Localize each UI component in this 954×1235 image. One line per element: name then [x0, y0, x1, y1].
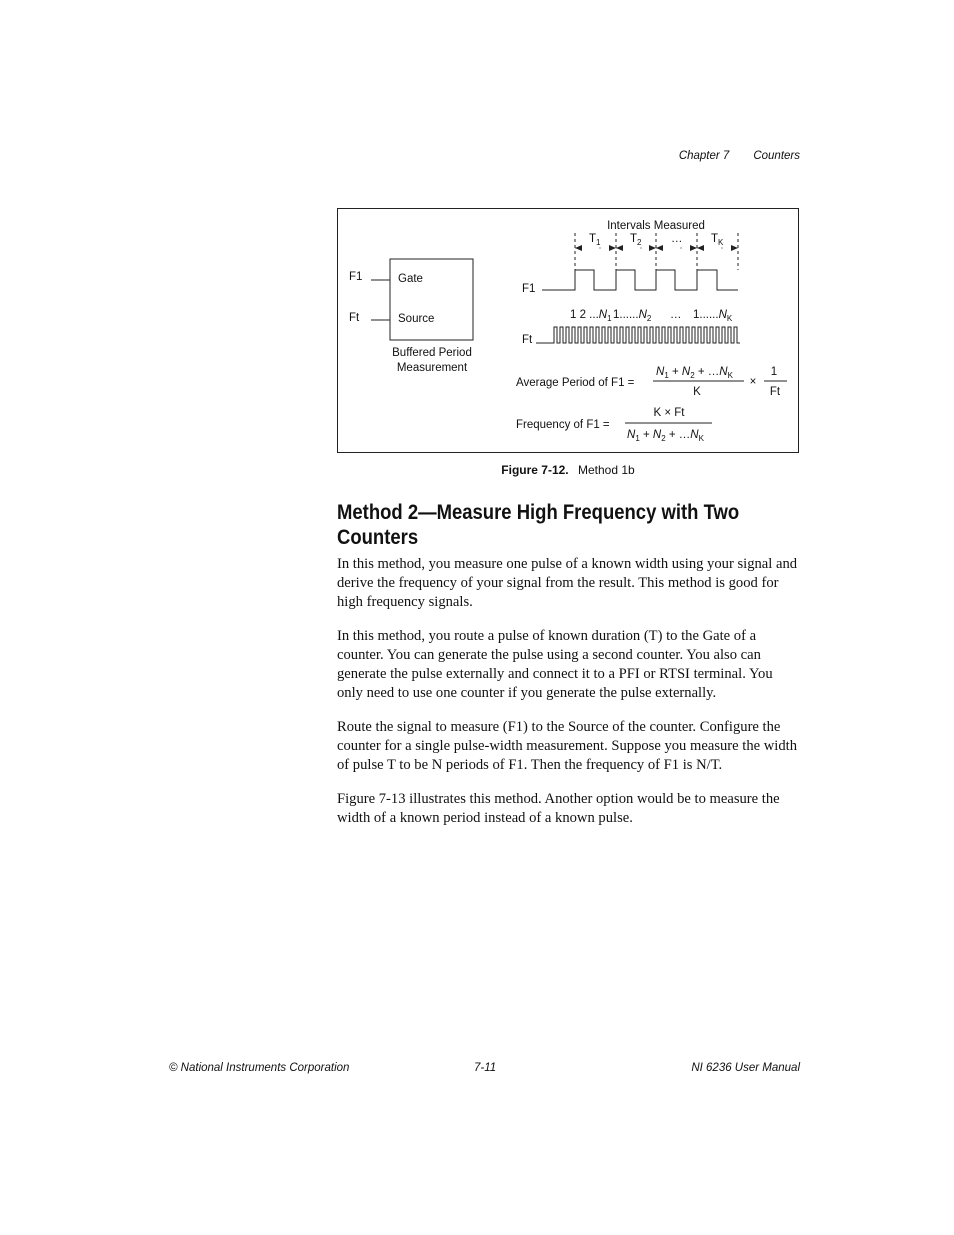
- footer-manual-title: NI 6236 User Manual: [691, 1062, 800, 1074]
- count-label-2: $1......N_2$: [613, 309, 652, 323]
- figure-caption-text: Method 1b: [577, 463, 635, 477]
- figure-7-12: [337, 208, 799, 453]
- figure-caption: [337, 463, 799, 477]
- times-symbol: ×: [749, 376, 757, 388]
- count-labels: [570, 309, 733, 323]
- running-head-chapter: Chapter 7: [678, 150, 730, 162]
- interval-arrowhead-4-2: [731, 245, 738, 251]
- body-text: [337, 555, 800, 843]
- count-label-ellipsis: …: [670, 309, 682, 321]
- count-label-k: $1......N_K$: [693, 309, 733, 323]
- block-ft-label: Ft: [349, 312, 360, 324]
- section-heading: Method 2—Measure High Frequency with Two Counters: [337, 501, 740, 549]
- ft-waveform: [536, 327, 740, 343]
- interval-arrowhead-3-1: [656, 245, 663, 251]
- timing-f1-label: F1: [522, 283, 536, 295]
- ft-denominator: Ft: [769, 386, 781, 398]
- footer-copyright: © National Instruments Corporation: [169, 1062, 350, 1074]
- footer-page-number: 7-11: [474, 1062, 497, 1074]
- interval-labels: [589, 233, 724, 247]
- running-head: [679, 150, 800, 162]
- block-f1-label: F1: [349, 271, 363, 283]
- f1-waveform: [542, 270, 738, 290]
- one-numerator: 1: [770, 366, 778, 378]
- counter-block: [390, 259, 473, 340]
- interval-arrowhead-2-1: [616, 245, 623, 251]
- average-period-label: Average Period of F1 =: [516, 377, 635, 389]
- figure-caption-label: Figure 7-12.: [501, 463, 569, 477]
- interval-arrowhead-1-1: [575, 245, 582, 251]
- frequency-label: Frequency of F1 =: [516, 419, 610, 431]
- running-head-title: Counters: [753, 150, 800, 162]
- intervals-measured-label: Intervals Measured: [607, 220, 705, 232]
- block-caption-line1: Buffered Period: [392, 347, 472, 359]
- figure-diagram: [338, 209, 800, 454]
- gate-label: Gate: [398, 273, 423, 285]
- interval-ellipsis-label: …: [671, 233, 683, 245]
- average-period-denominator: K: [693, 386, 701, 398]
- frequency-numerator: K × Ft: [653, 407, 685, 419]
- timing-ft-label: Ft: [522, 334, 533, 346]
- interval-tk-label: $T_K$: [711, 233, 724, 247]
- paragraph-3: Route the signal to measure (F1) to the Source of the counter. Configure the counter for a single pulse-width measurement. Suppose you measure the width of pulse T to be N periods of F1. Then the frequency of F1 is N/T.: [337, 719, 797, 773]
- interval-arrowhead-3-2: [690, 245, 697, 251]
- count-label-1: 1 2 $...N_1$: [570, 309, 612, 323]
- interval-arrowhead-2-2: [649, 245, 656, 251]
- paragraph-2: In this method, you route a pulse of known duration (T) to the Gate of a counter. You can generate the pulse using a second counter. You also can generate the pulse externally and connect it to a PFI or RTSI terminal. You only need to use one counter if you generate the pulse externally.: [337, 628, 773, 701]
- source-label: Source: [398, 313, 435, 325]
- interval-arrowhead-1-2: [609, 245, 616, 251]
- block-caption-line2: Measurement: [396, 362, 468, 374]
- paragraph-1: In this method, you measure one pulse of a known width using your signal and derive the frequency of your signal from the result. This method is good for high frequency signals.: [337, 556, 798, 610]
- interval-t1-label: $T_1$: [589, 233, 601, 247]
- average-period-numerator: $N_1 + N_2$ + $\dots N_K$: [656, 366, 733, 380]
- paragraph-4: Figure 7-13 illustrates this method. Another option would be to measure the width of a known period instead of a known pulse.: [337, 791, 780, 826]
- interval-t2-label: $T_2$: [630, 233, 642, 247]
- frequency-denominator: $N_1 + N_2$ + $\dots N_K$: [627, 429, 704, 443]
- interval-arrowhead-4-1: [697, 245, 704, 251]
